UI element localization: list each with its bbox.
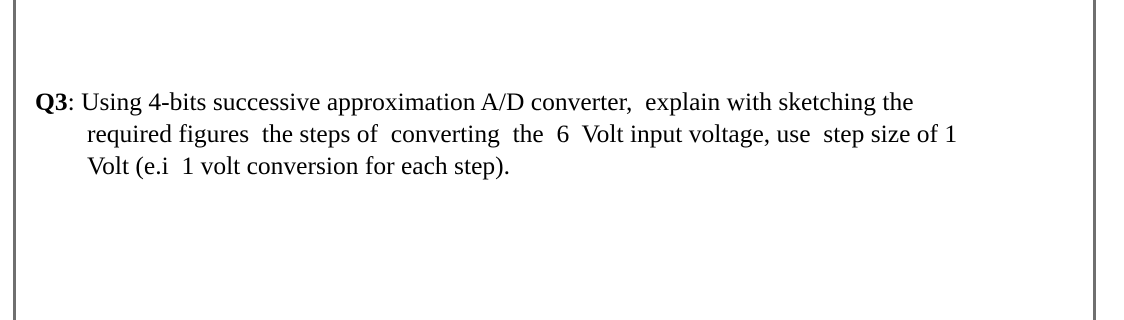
question-text-block <box>35 86 1075 182</box>
question-line-2: required figures the steps of converting the 6 Volt input voltage, use step size of 1 <box>87 119 958 148</box>
question-line-1-text: Using 4-bits successive approximation A/D converter, explain with sketching the <box>81 87 914 116</box>
question-separator: : <box>67 87 82 116</box>
question-line-1 <box>35 86 1075 118</box>
question-line-3: Volt (e.i 1 volt conversion for each step). <box>87 151 511 180</box>
question-number: Q3 <box>35 87 68 116</box>
